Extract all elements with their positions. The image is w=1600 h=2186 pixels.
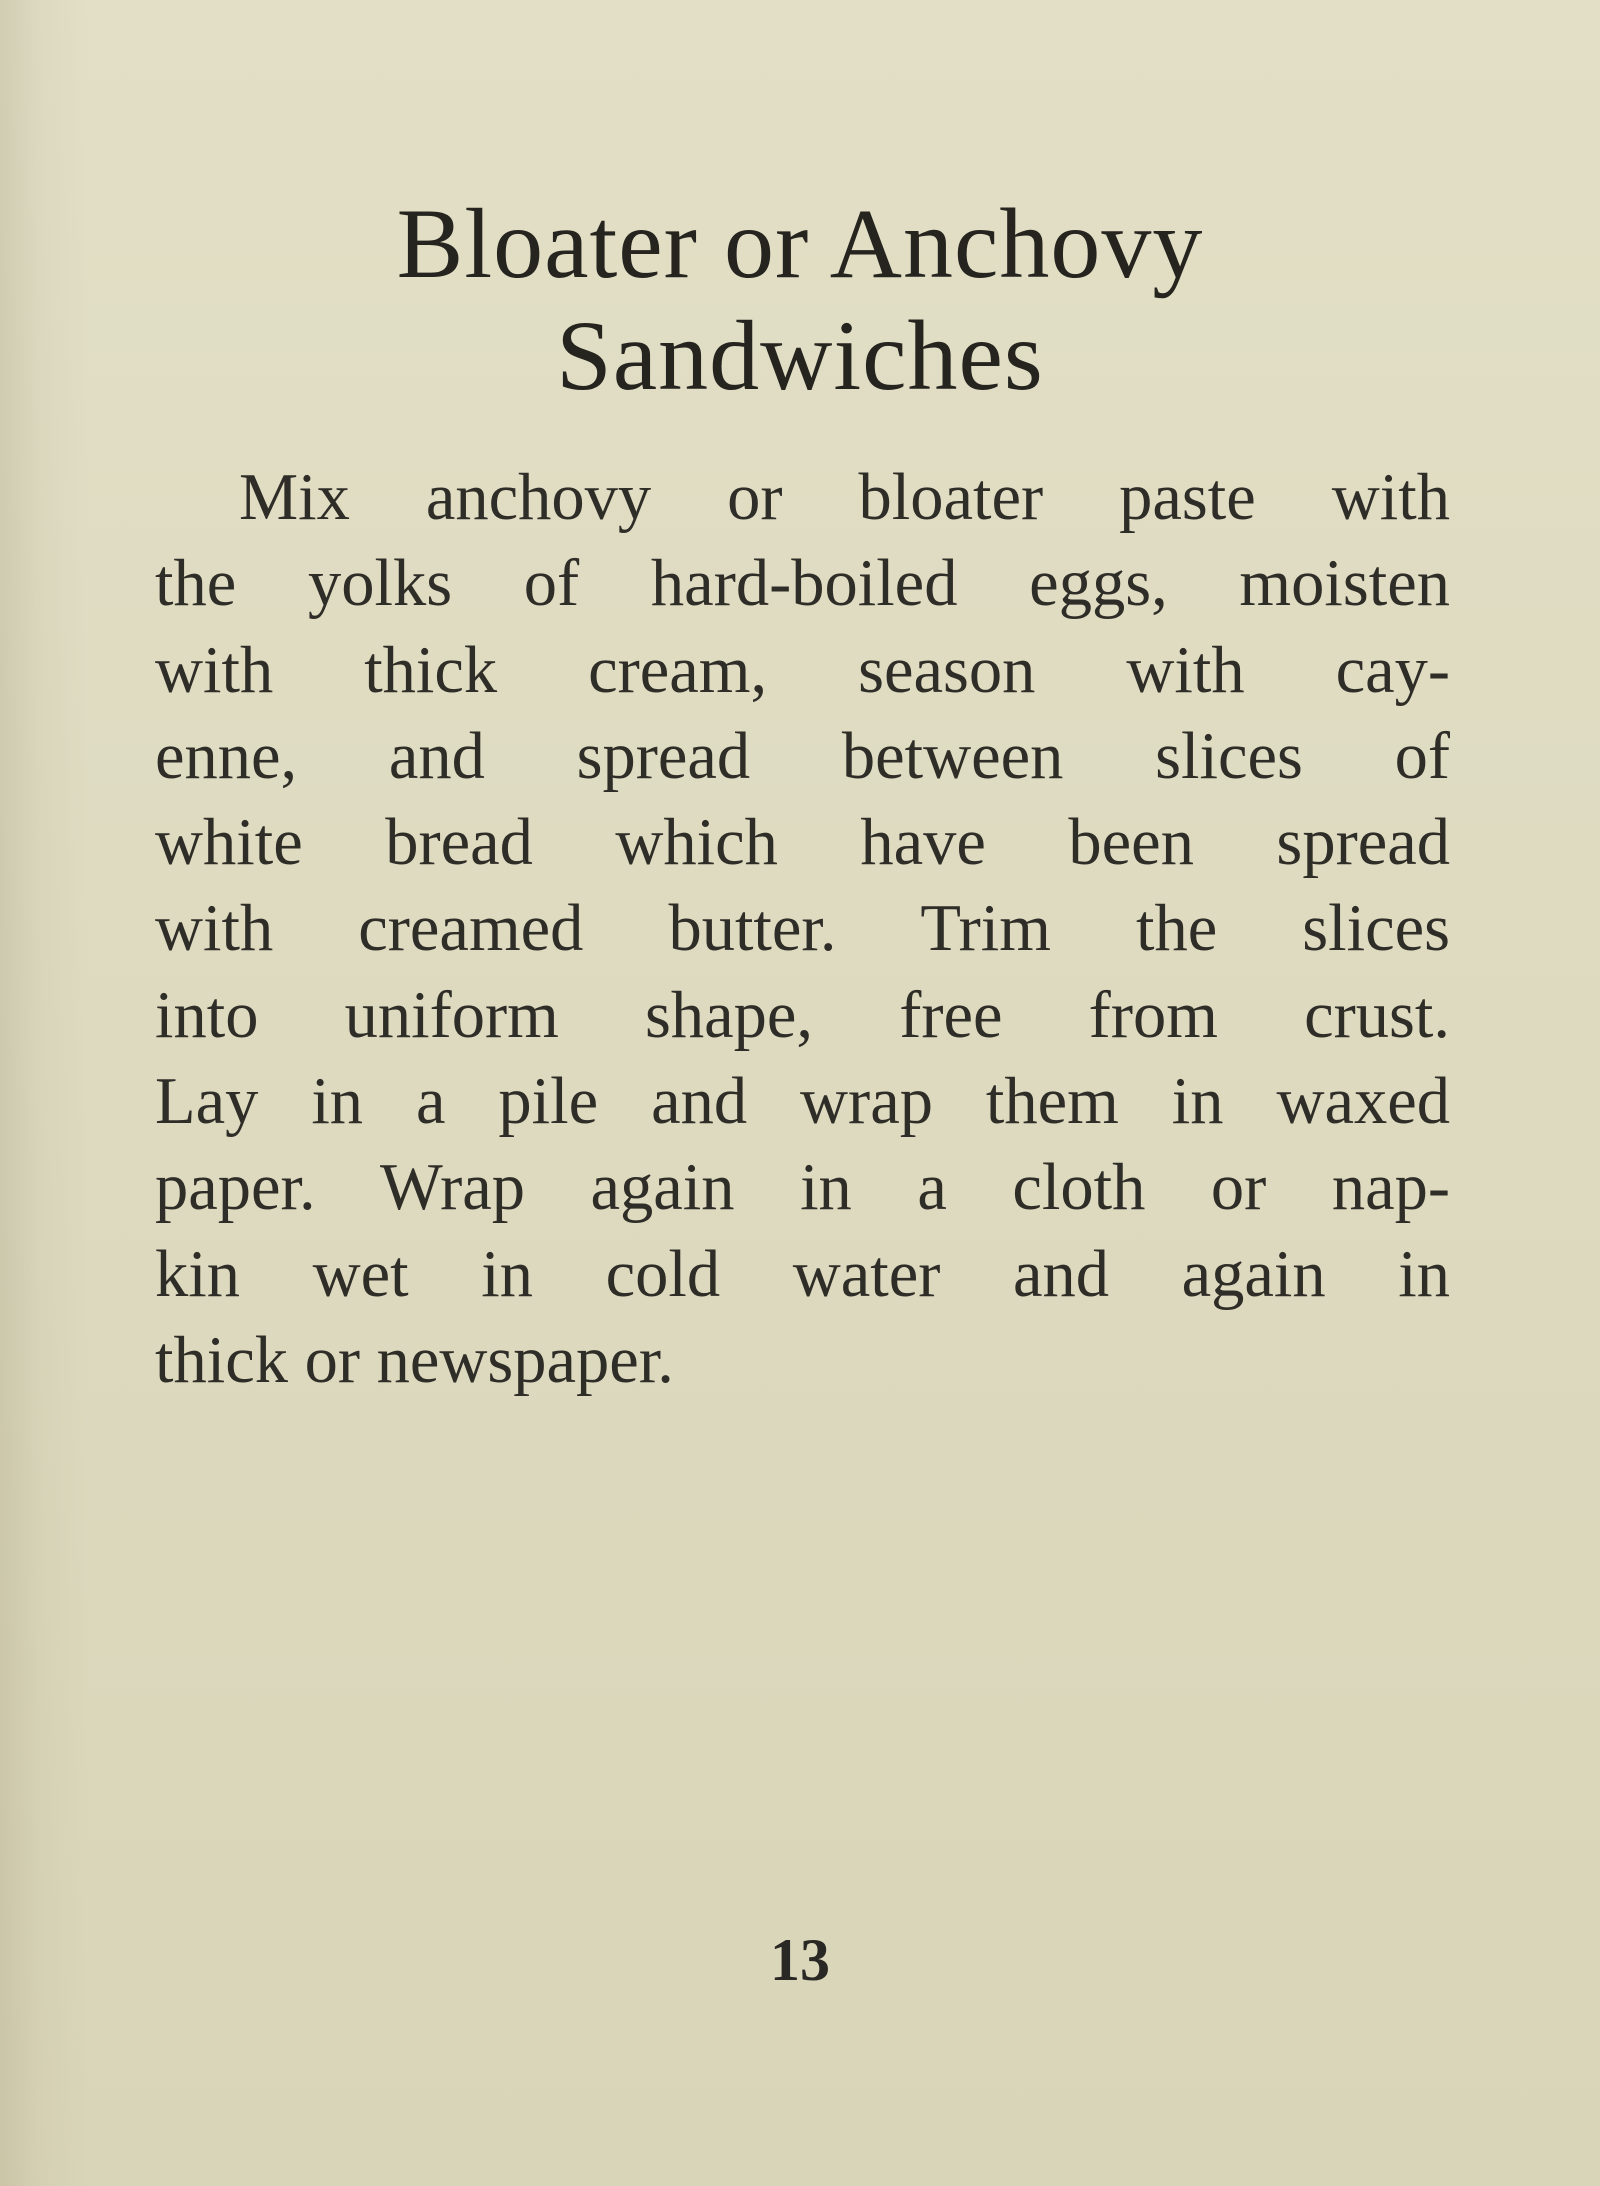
text-line: the yolks of hard-boiled eggs, moisten bbox=[155, 547, 1450, 621]
text-line: kin wet in cold water and again in bbox=[155, 1237, 1450, 1311]
text-line: with thick cream, season with cay- bbox=[155, 633, 1450, 707]
page-number: 13 bbox=[770, 1927, 830, 1993]
recipe-title-line-2: Sandwiches bbox=[556, 300, 1044, 411]
text-line: Mix anchovy or bloater paste with bbox=[239, 461, 1450, 534]
text-line: paper. Wrap again in a cloth or nap- bbox=[155, 1151, 1450, 1225]
text-line: Lay in a pile and wrap them in waxed bbox=[155, 1065, 1450, 1139]
recipe-instructions bbox=[155, 455, 1450, 1404]
text-line: with creamed butter. Trim the slices bbox=[155, 892, 1450, 966]
text-line: white bread which have been spread bbox=[155, 806, 1450, 880]
text-line: thick or newspaper. bbox=[155, 1323, 674, 1397]
text-line: into uniform shape, free from crust. bbox=[155, 978, 1450, 1052]
text-line: enne, and spread between slices of bbox=[155, 719, 1450, 793]
recipe-title-line-1: Bloater or Anchovy bbox=[396, 188, 1204, 299]
